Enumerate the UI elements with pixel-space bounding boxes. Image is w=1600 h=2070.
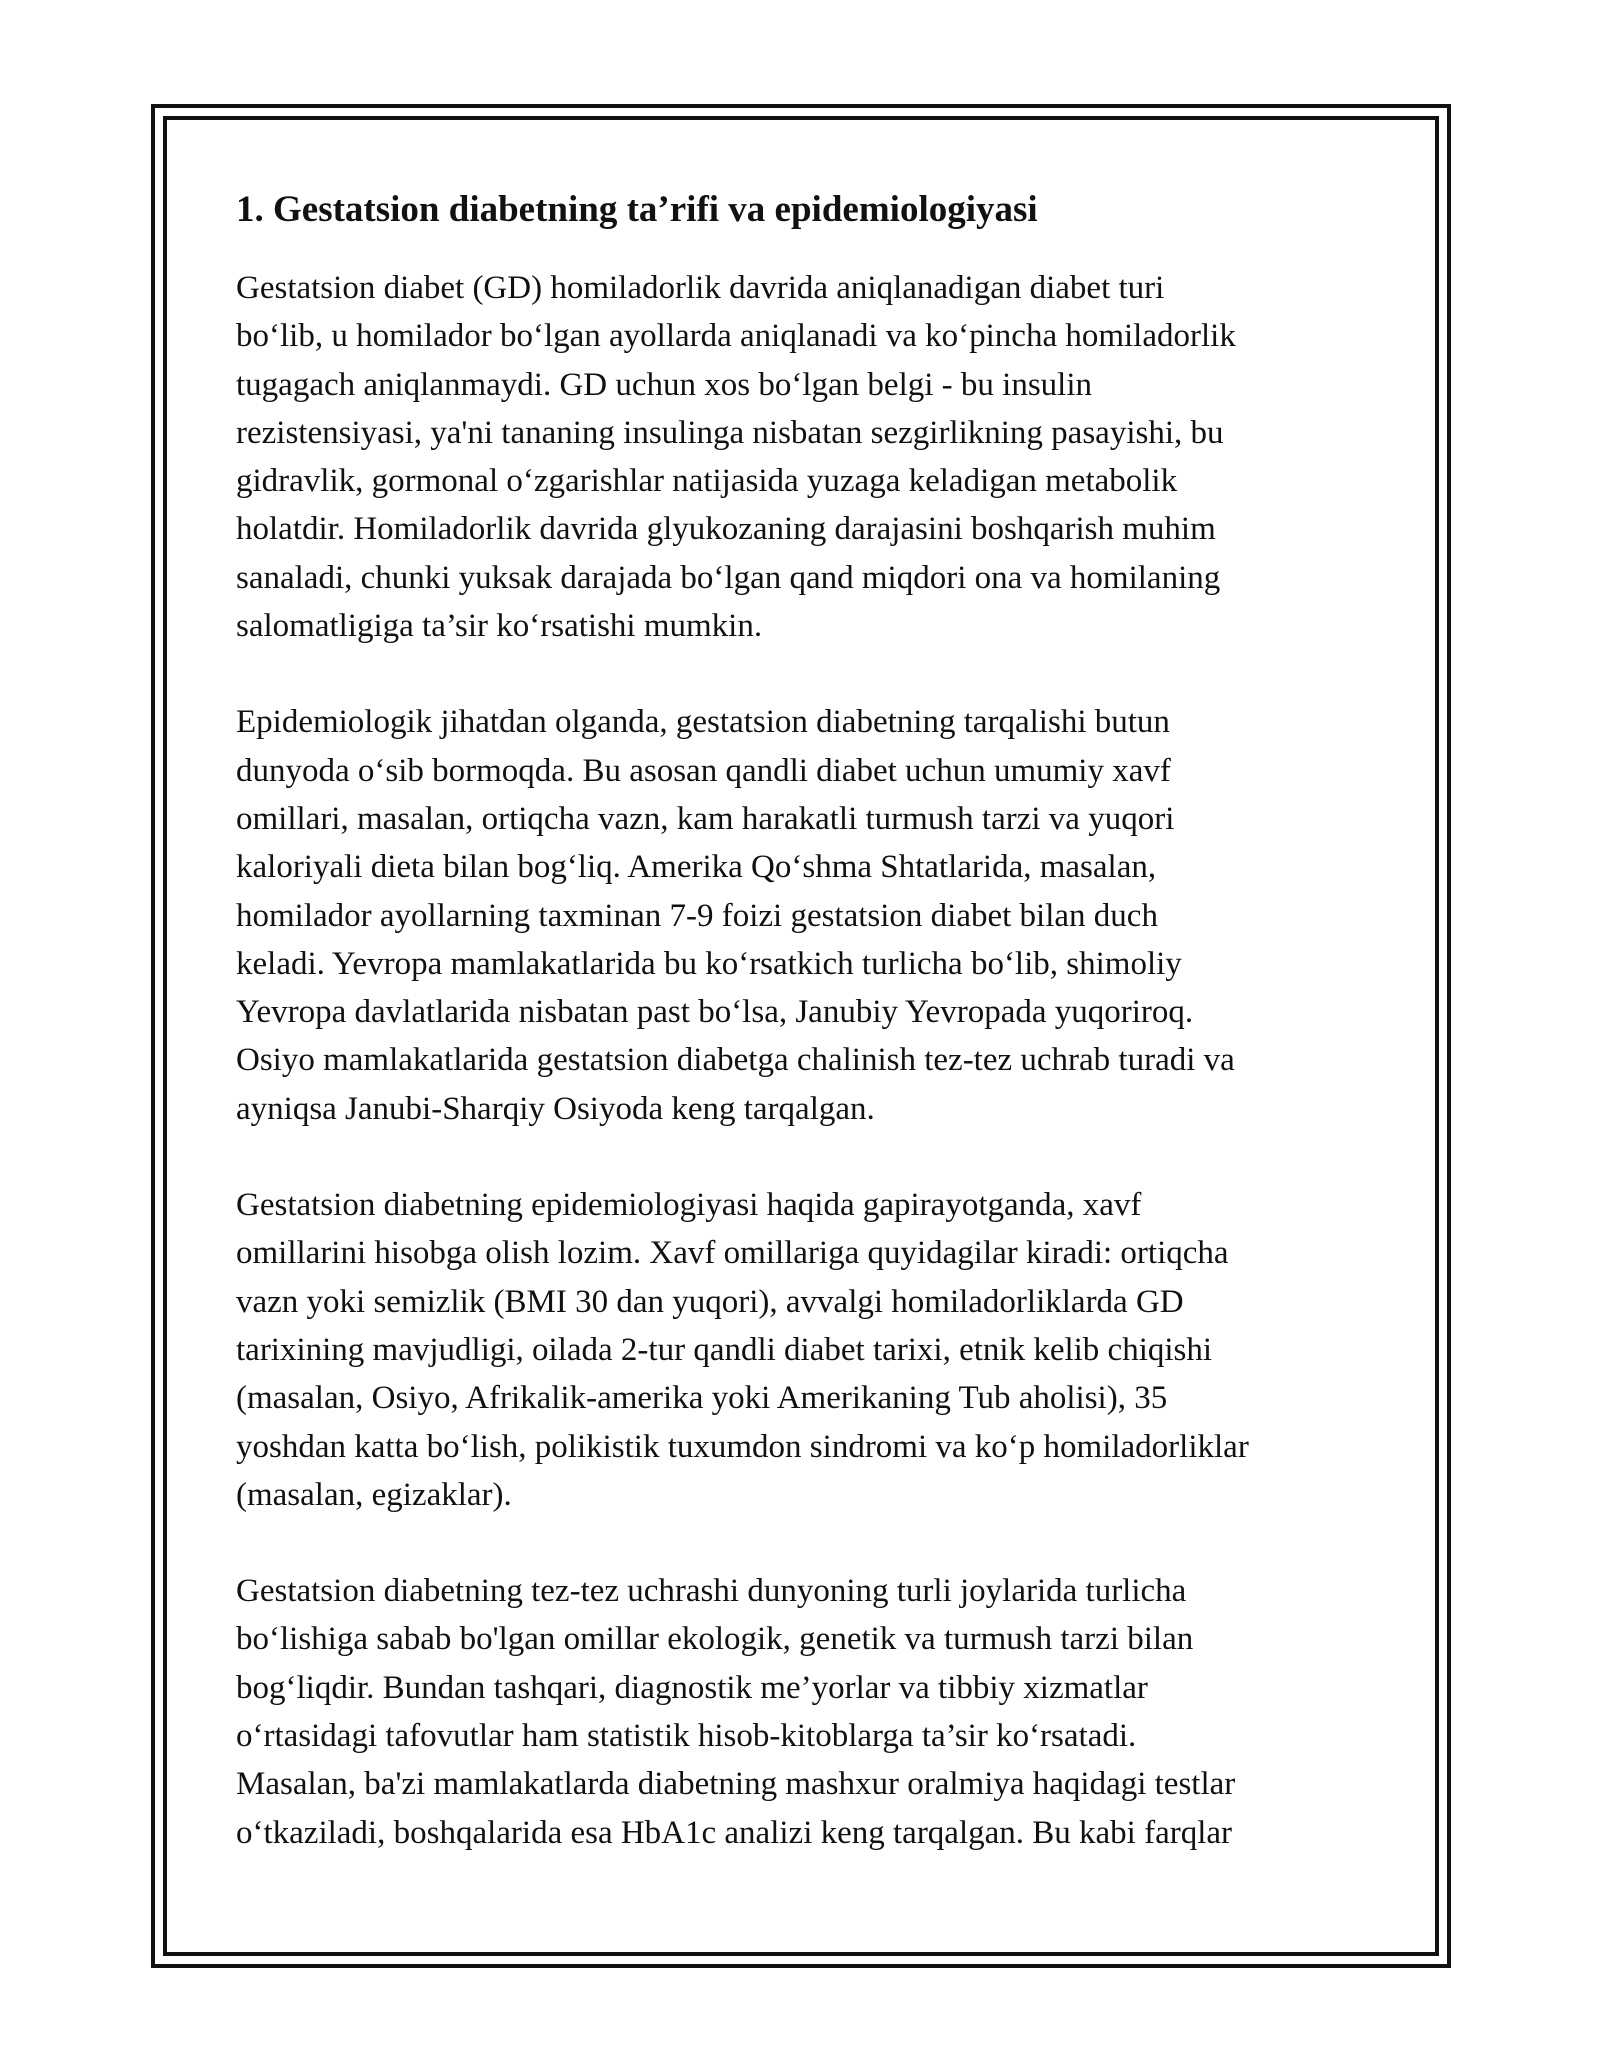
- text-line: bo‘lishiga sabab bo'lgan omillar ekologik, genetik va turmush tarzi bilan: [236, 1621, 1194, 1658]
- paragraph-epidemiology: [236, 698, 1376, 1133]
- section-heading: 1. Gestatsion diabetning ta’rifi va epidemiologiyasi: [236, 189, 1038, 230]
- text-line: tarixining mavjudligi, oilada 2-tur qandli diabet tarixi, etnik kelib chiqishi: [236, 1331, 1213, 1368]
- text-line: Gestatsion diabetning epidemiologiyasi haqida gapirayotganda, xavf: [236, 1187, 1142, 1224]
- paragraph-definition: [236, 264, 1376, 650]
- text-line: Yevropa davlatlarida nisbatan past bo‘lsa, Janubiy Yevropada yuqoriroq.: [236, 994, 1194, 1031]
- text-line: rezistensiyasi, ya'ni tananing insulinga nisbatan sezgirlikning pasayishi, bu: [236, 414, 1224, 451]
- text-line: tugagach aniqlanmaydi. GD uchun xos bo‘lgan belgi - bu insulin: [236, 366, 1093, 403]
- text-line: homilador ayollarning taxminan 7-9 foizi gestatsion diabet bilan duch: [236, 897, 1158, 934]
- text-line: yoshdan katta bo‘lish, polikistik tuxumdon sindromi va ko‘p homiladorliklar: [236, 1428, 1249, 1465]
- paragraph-regional-differences: [236, 1567, 1376, 1857]
- text-line: bog‘liqdir. Bundan tashqari, diagnostik me’yorlar va tibbiy xizmatlar: [236, 1669, 1148, 1706]
- text-line: o‘rtasidagi tafovutlar ham statistik hisob-kitoblarga ta’sir ko‘rsatadi.: [236, 1718, 1137, 1755]
- text-line: Masalan, ba'zi mamlakatlarda diabetning mashxur oralmiya haqidagi testlar: [236, 1766, 1236, 1803]
- text-line: ayniqsa Janubi-Sharqiy Osiyoda keng tarqalgan.: [236, 1090, 875, 1127]
- text-line: gidravlik, gormonal o‘zgarishlar natijasida yuzaga keladigan metabolik: [236, 463, 1178, 500]
- text-line: salomatligiga ta’sir ko‘rsatishi mumkin.: [236, 608, 763, 645]
- text-line: kaloriyali dieta bilan bog‘liq. Amerika Qo‘shma Shtatlarida, masalan,: [236, 849, 1157, 886]
- document-body: [236, 188, 1376, 1905]
- text-line: omillarini hisobga olish lozim. Xavf omillariga quyidagilar kiradi: ortiqcha: [236, 1235, 1229, 1272]
- text-line: (masalan, Osiyo, Afrikalik-amerika yoki Amerikaning Tub aholisi), 35: [236, 1380, 1168, 1417]
- text-line: omillari, masalan, ortiqcha vazn, kam harakatli turmush tarzi va yuqori: [236, 800, 1175, 837]
- text-line: vazn yoki semizlik (BMI 30 dan yuqori), avvalgi homiladorliklarda GD: [236, 1283, 1184, 1320]
- text-line: (masalan, egizaklar).: [236, 1476, 512, 1513]
- text-line: Osiyo mamlakatlarida gestatsion diabetga chalinish tez-tez uchrab turadi va: [236, 1042, 1235, 1079]
- text-line: Gestatsion diabet (GD) homiladorlik davrida aniqlanadigan diabet turi: [236, 270, 1165, 306]
- text-line: o‘tkaziladi, boshqalarida esa HbA1c analizi keng tarqalgan. Bu kabi farqlar: [236, 1814, 1233, 1851]
- paragraph-risk-factors: [236, 1181, 1376, 1519]
- text-line: holatdir. Homiladorlik davrida glyukozaning darajasini boshqarish muhim: [236, 511, 1216, 548]
- text-line: sanaladi, chunki yuksak darajada bo‘lgan qand miqdori ona va homilaning: [236, 559, 1221, 596]
- text-line: dunyoda o‘sib bormoqda. Bu asosan qandli diabet uchun umumiy xavf: [236, 752, 1171, 789]
- text-line: keladi. Yevropa mamlakatlarida bu ko‘rsatkich turlicha bo‘lib, shimoliy: [236, 945, 1182, 982]
- text-line: bo‘lib, u homilador bo‘lgan ayollarda aniqlanadi va ko‘pincha homiladorlik: [236, 318, 1236, 355]
- text-line: Gestatsion diabetning tez-tez uchrashi dunyoning turli joylarida turlicha: [236, 1573, 1187, 1610]
- text-line: Epidemiologik jihatdan olganda, gestatsion diabetning tarqalishi butun: [236, 704, 1170, 741]
